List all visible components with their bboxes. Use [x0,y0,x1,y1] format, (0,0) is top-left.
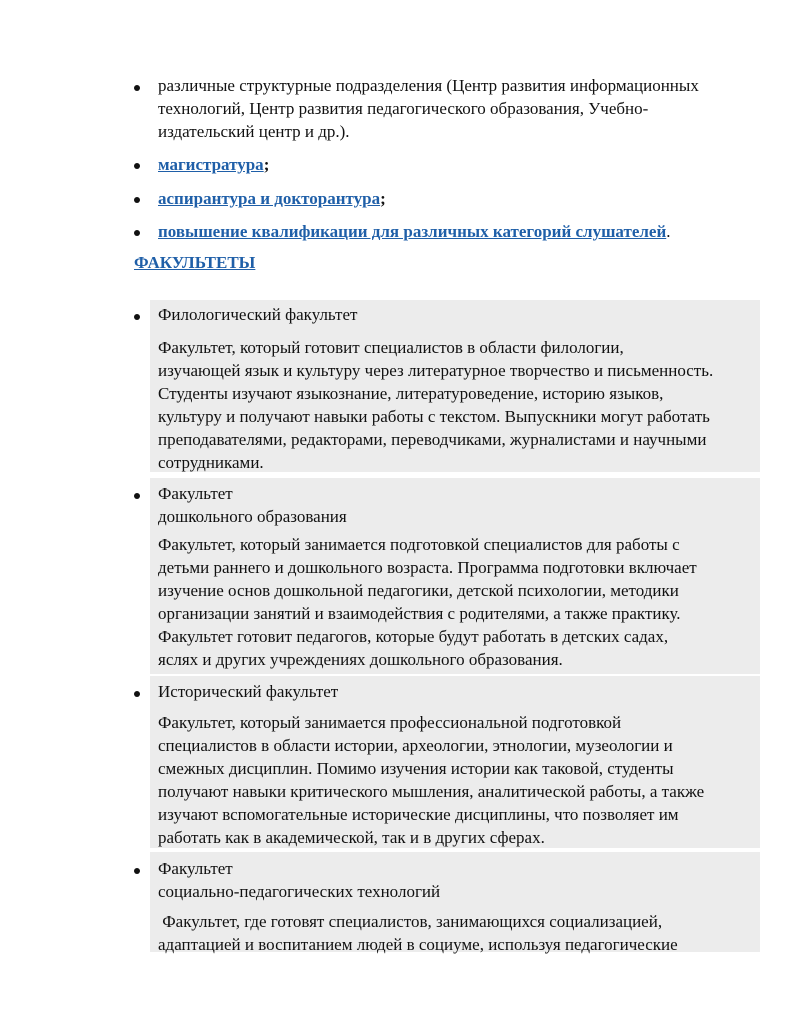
faculty-title: дошкольного образования [158,507,347,526]
bullet [134,230,140,236]
faculty-description-line: Факультет, который занимается профессиональной подготовкой [158,713,622,732]
list-item-qualification [158,220,671,243]
faculty-title: Факультет [158,484,233,503]
faculty-title: Исторический факультет [158,682,339,701]
faculty-description-line: Факультет, который занимается подготовкой специалистов для работы с [158,535,680,554]
bullet [134,691,140,697]
faculty-description-line: Факультет, где готовят специалистов, занимающихся социализацией, [158,912,663,931]
masters-link[interactable]: магистратура [158,155,264,174]
faculty-description-line: изучают вспомогательные исторические дисциплины, что позволяет им [158,805,679,824]
faculty-description-line: Факультет готовит педагогов, которые будут работать в детских садах, [158,627,669,646]
bullet [134,493,140,499]
faculty-description-line: сотрудниками. [158,453,264,472]
faculty-description-line: яслях и других учреждениях дошкольного образования. [158,650,563,669]
punctuation: ; [380,189,386,208]
list-item-structural-units-line-2: технологий, Центр развития педагогического образования, Учебно- [158,99,649,118]
faculty-description-line: Факультет, который готовит специалистов в области филологии, [158,338,624,357]
list-item-structural-units-line-3: издательский центр и др.). [158,122,350,141]
bullet [134,868,140,874]
bullet [134,197,140,203]
bullet [134,314,140,320]
faculty-description-line: организации занятий и взаимодействия с родителями, а также практику. [158,604,681,623]
faculty-description-line: работать как в академической, так и в других сферах. [158,828,545,847]
bullet [134,85,140,91]
faculty-title: социально-педагогических технологий [158,882,441,901]
faculty-description-line: Студенты изучают языкознание, литературоведение, историю языков, [158,384,664,403]
list-item-postgraduate [158,187,386,210]
faculty-title: Факультет [158,859,233,878]
punctuation: . [666,222,671,241]
faculty-description-line: изучение основ дошкольной педагогики, детской психологии, методики [158,581,679,600]
faculty-description-line: детьми раннего и дошкольного возраста. Программа подготовки включает [158,558,697,577]
faculty-description-line: преподавателями, редакторами, переводчиками, журналистами и научными [158,430,707,449]
faculty-description-line: адаптацией и воспитанием людей в социуме, используя педагогические [158,935,678,954]
list-item-masters [158,153,269,176]
faculty-description-line: смежных дисциплин. Помимо изучения истории как таковой, студенты [158,759,674,778]
faculty-description-line: изучающей язык и культуру через литературное творчество и письменность. [158,361,714,380]
faculty-description-line: культуру и получают навыки работы с текстом. Выпускники могут работать [158,407,710,426]
postgraduate-link[interactable]: аспирантура и докторантура [158,189,381,208]
faculties-heading-link[interactable]: ФАКУЛЬТЕТЫ [134,253,256,272]
punctuation: ; [263,155,270,174]
qualification-link[interactable]: повышение квалификации для различных категорий слушателей [158,222,667,241]
list-item-structural-units-line-1: различные структурные подразделения (Центр развития информационных [158,76,699,95]
faculty-description-line: получают навыки критического мышления, аналитической работы, а также [158,782,705,801]
faculty-description-line: специалистов в области истории, археологии, этнологии, музеологии и [158,736,673,755]
faculty-title: Филологический факультет [158,305,358,324]
bullet [134,163,140,169]
